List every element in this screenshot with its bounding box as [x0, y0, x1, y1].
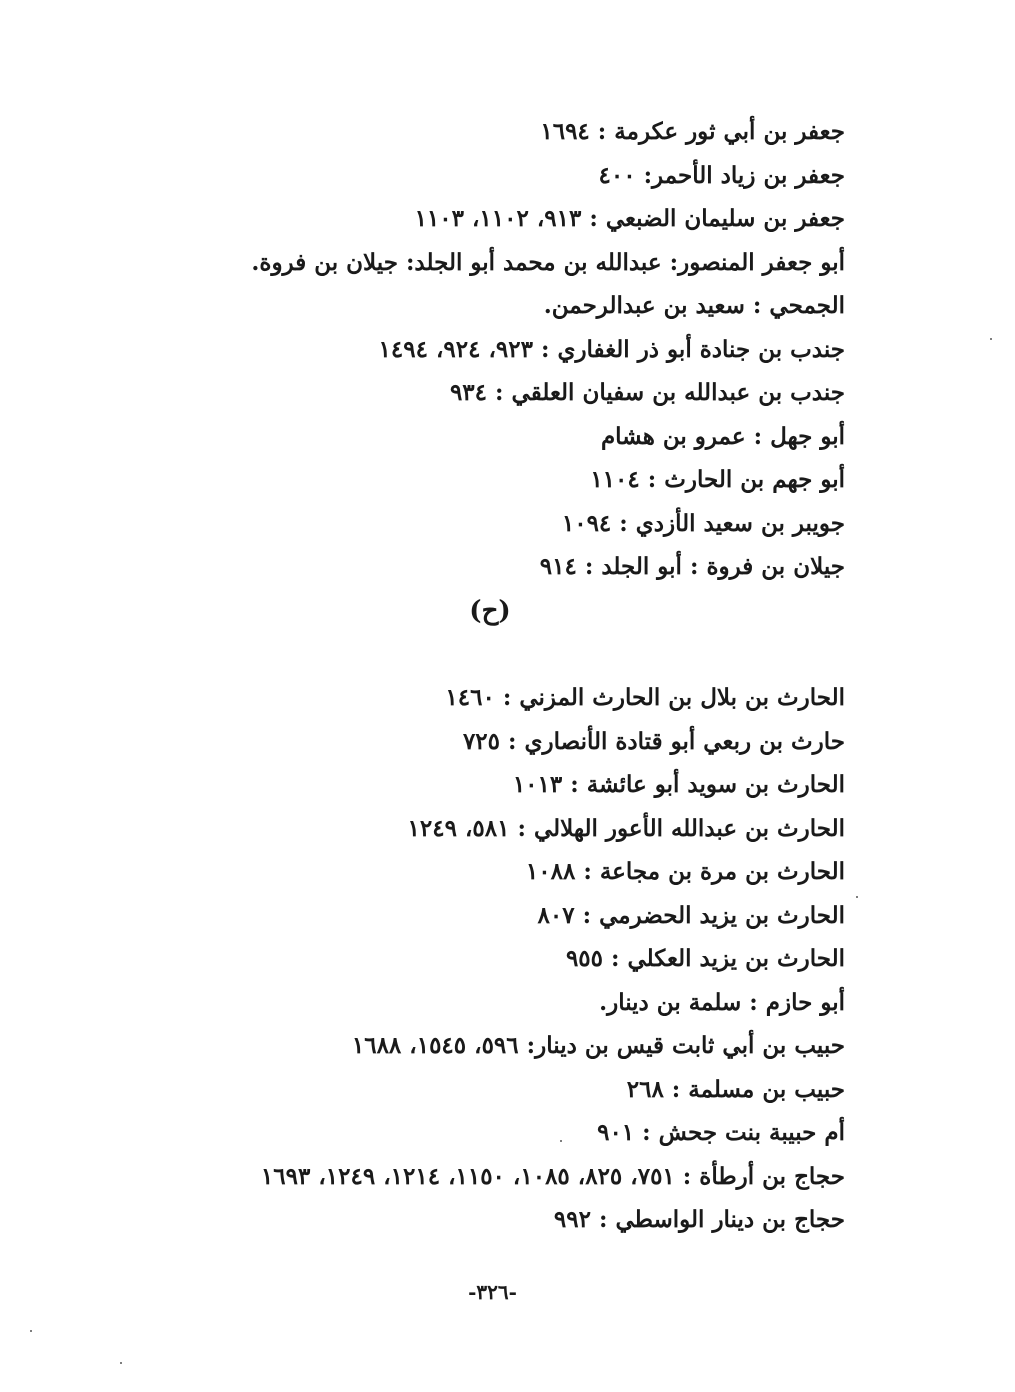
scan-speck: [990, 338, 992, 340]
index-entry: الجمحي : سعيد بن عبدالرحمن.: [543, 292, 845, 319]
index-entry: أبو حازم : سلمة بن دينار.: [599, 988, 845, 1016]
index-entry: الحارث بن عبدالله الأعور الهلالي : ٥٨١، ١٢٤٩: [407, 814, 845, 842]
index-entry: جويبر بن سعيد الأزدي : ١٠٩٤: [561, 509, 845, 537]
index-entry: الحارث بن يزيد العكلي : ٩٥٥: [565, 945, 845, 972]
scan-speck: [120, 1362, 122, 1364]
index-entry: حبيب بن مسلمة : ٢٦٨: [626, 1075, 845, 1103]
scan-speck: [30, 1330, 32, 1332]
index-entry: الحارث بن مرة بن مجاعة : ١٠٨٨: [525, 858, 845, 885]
page-number: -٣٢٦-: [468, 1280, 517, 1304]
index-entry: حارث بن ربعي أبو قتادة الأنصاري : ٧٢٥: [462, 727, 845, 755]
index-entry: الحارث بن بلال بن الحارث المزني : ١٤٦٠: [445, 684, 845, 711]
index-entry: جندب بن عبدالله بن سفيان العلقي : ٩٣٤: [449, 379, 845, 406]
index-entry: الحارث بن سويد أبو عائشة : ١٠١٣: [512, 771, 845, 798]
index-entry: جعفر بن أبي ثور عكرمة : ١٦٩٤: [540, 118, 845, 145]
index-entry: حجاج بن دينار الواسطي : ٩٩٢: [553, 1206, 845, 1233]
index-entry: حجاج بن أرطأة : ٧٥١، ٨٢٥، ١٠٨٥، ١١٥٠، ١٢١٤، ١٢٤٩، ١٦٩٣: [260, 1162, 845, 1190]
index-entry: حبيب بن أبي ثابت قيس بن دينار: ٥٩٦، ١٥٤٥، ١٦٨٨: [351, 1032, 845, 1059]
index-entry: أبو جعفر المنصور: عبدالله بن محمد أبو الجلد: جيلان بن فروة.: [251, 248, 845, 276]
index-entry: جعفر بن سليمان الضبعي : ٩١٣، ١١٠٢، ١١٠٣: [414, 205, 845, 232]
index-entry: أبو جهل : عمرو بن هشام: [600, 422, 845, 450]
index-section-jim: [251, 110, 845, 589]
index-entry: جيلان بن فروة : أبو الجلد : ٩١٤: [539, 553, 845, 580]
index-entry: جندب بن جنادة أبو ذر الغفاري : ٩٢٣، ٩٢٤، ١٤٩٤: [378, 335, 845, 363]
section-header-ha: (ح): [469, 596, 511, 626]
index-entry: أبو جهم بن الحارث : ١١٠٤: [590, 466, 845, 493]
index-entry: جعفر بن زياد الأحمر: ٤٠٠: [598, 161, 845, 189]
scan-speck: [560, 1140, 562, 1142]
index-section-ha: [261, 676, 845, 1242]
index-entry: أم حبيبة بنت جحش : ٩٠١: [597, 1119, 845, 1146]
index-entry: الحارث بن يزيد الحضرمي : ٨٠٧: [537, 901, 845, 929]
scan-speck: [856, 896, 858, 898]
